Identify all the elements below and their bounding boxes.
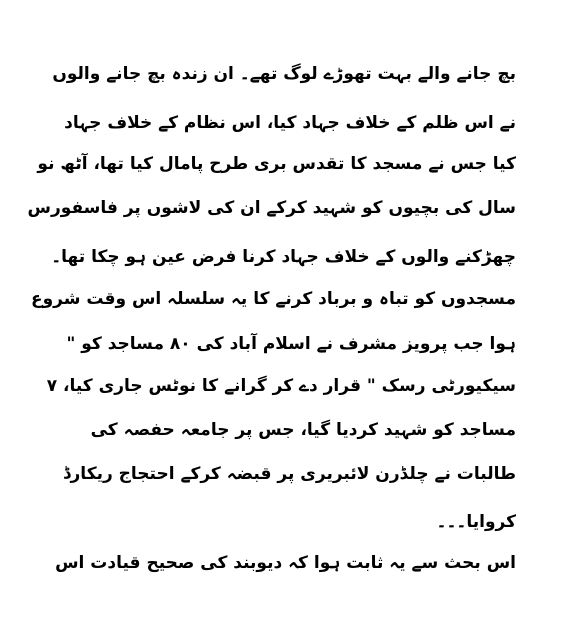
text-line: بچ جانے والے بہت تھوڑے لوگ تھے۔ ان زندہ بچ جانے والوں xyxy=(52,64,516,84)
text-line: سال کی بچیوں کو شہید کرکے ان کی لاشوں پر فاسفورس xyxy=(27,198,516,218)
text-line: مسجدوں کو تباہ و برباد کرنے کا یہ سلسلہ اس وقت شروع xyxy=(30,289,516,309)
text-line: چھڑکنے والوں کے خلاف جہاد کرنا فرض عین ہو چکا تھا۔ xyxy=(51,247,516,267)
text-line: ہوا جب پرویز مشرف نے اسلام آباد کی ۸۰ مساجد کو " xyxy=(66,334,516,354)
text-line: اس بحث سے یہ ثابت ہوا کہ دیوبند کی صحیح قیادت اس xyxy=(55,553,516,573)
text-line: نے اس ظلم کے خلاف جہاد کیا، اس نظام کے خلاف جہاد xyxy=(64,113,516,133)
text-line: مساجد کو شہید کردیا گیا، جس پر جامعہ حفصہ کی xyxy=(90,420,516,440)
text-line: سیکیورٹی رسک " قرار دے کر گرانے کا نوٹس جاری کیا، ۷ xyxy=(46,376,516,396)
text-line: کیا جس نے مسجد کا تقدس بری طرح پامال کیا تھا، آٹھ نو xyxy=(37,154,516,174)
text-line: کروایا۔۔۔ xyxy=(436,512,516,532)
text-line: طالبات نے چلڈرن لائبریری پر قبضہ کرکے احتجاج ریکارڈ xyxy=(62,464,516,484)
